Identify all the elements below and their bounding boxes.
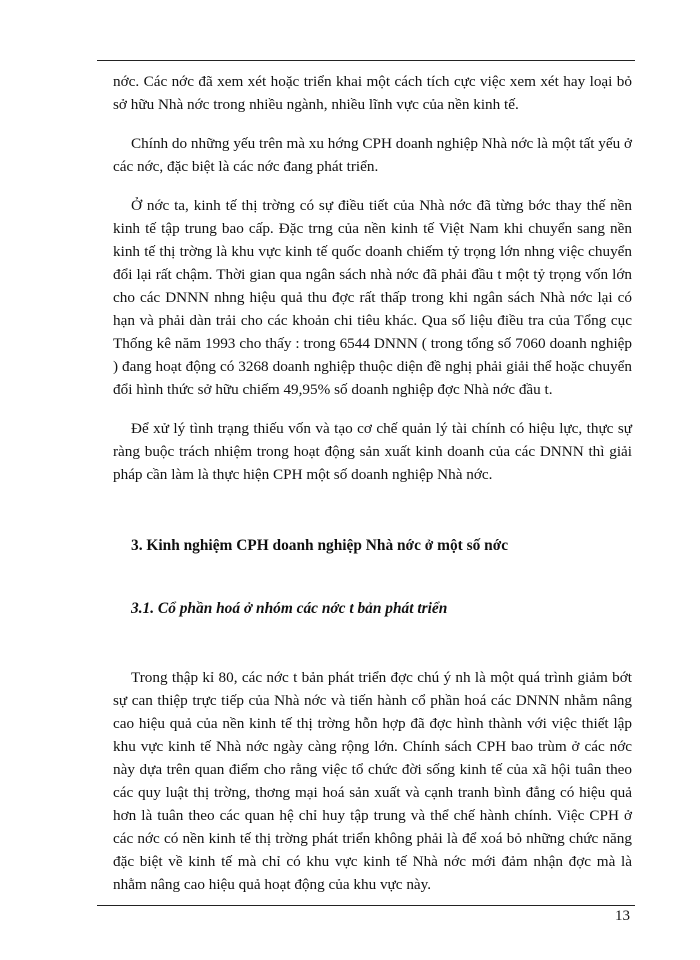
header-rule [97,60,635,61]
paragraph-trend: Chính do những yếu trên mà xu hớng CPH doanh nghiệp Nhà nớc là một tất yếu ở các nớc, đặc biệt là các nớc đang phát triển. [113,135,632,175]
subsection-heading: 3.1. Cổ phần hoá ở nhóm các nớc t bản phát triển [131,600,448,617]
paragraph-vietnam-economy: Ở nớc ta, kinh tế thị trờng có sự điều tiết của Nhà nớc đã từng bớc thay thế nền kinh tế tập trung bao cấp. Đặc trng của nền kinh tế Việt Nam khi chuyển sang nền kinh tế thị trờng là khu vực kinh tế quốc doanh chiếm tỷ trọng lớn nhng việc chuyển đổi lại rất chậm. Thời gian qua ngân sách nhà nớc đã phải đầu t một tỷ trọng vốn lớn cho các DNNN nhng hiệu quả thu đợc rất thấp trong khi ngân sách Nhà nớc lại có hạn và phải dàn trải cho các khoản chi tiêu khác. Qua số liệu điều tra của Tổng cục Thống kê năm 1993 cho thấy : trong 6544 DNNN ( trong tổng số 7060 doanh nghiệp ) đang hoạt động có 3268 doanh nghiệp thuộc diện đề nghị phải giải thể hoặc chuyển đổi hình thức sở hữu chiếm 49,95% số doanh nghiệp đợc Nhà nớc đầu t. [113,197,632,398]
document-body [113,70,632,912]
paragraph-developed-countries: Trong thập kỉ 80, các nớc t bản phát triển đợc chú ý nh là một quá trình giảm bớt sự can thiệp trực tiếp của Nhà nớc và tiến hành cổ phần hoá các DNNN nhằm nâng cao hiệu quả của nền kinh tế thị trờng hỗn hợp đã đợc hình thành với việc thiết lập khu vực kinh tế Nhà nớc ngày càng rộng lớn. Chính sách CPH bao trùm ở các nớc này dựa trên quan điểm cho rằng việc tổ chức đời sống kinh tế của xã hội tuân theo các quy luật thị trờng, thơng mại hoá sản xuất và cạnh tranh bình đẳng có hiệu quả hơn là tuân theo các quan hệ chỉ huy tập trung và thể chế hành chính. Việc CPH ở các nớc có nền kinh tế thị trờng phát triển không phải là để xoá bỏ những chức năng đặc biệt về kinh tế mà chỉ có khu vực kinh tế Nhà nớc mới đảm nhận đợc mà là nhằm nâng cao hiệu quả hoạt động của khu vực này. [113,669,632,893]
section-heading: 3. Kinh nghiệm CPH doanh nghiệp Nhà nớc ở một số nớc [131,537,509,554]
page-number: 13 [615,908,630,924]
footer-rule [97,905,635,906]
paragraph-solution: Để xử lý tình trạng thiếu vốn và tạo cơ chế quản lý tài chính có hiệu lực, thực sự ràng buộc trách nhiệm trong hoạt động sản xuất kinh doanh của các DNNN thì giải pháp cần làm là thực hiện CPH một số doanh nghiệp Nhà nớc. [113,420,632,483]
paragraph-continuation: nớc. Các nớc đã xem xét hoặc triển khai một cách tích cực việc xem xét hay loại bỏ sở hữu Nhà nớc trong nhiều ngành, nhiều lĩnh vực của nền kinh tế. [113,73,632,113]
